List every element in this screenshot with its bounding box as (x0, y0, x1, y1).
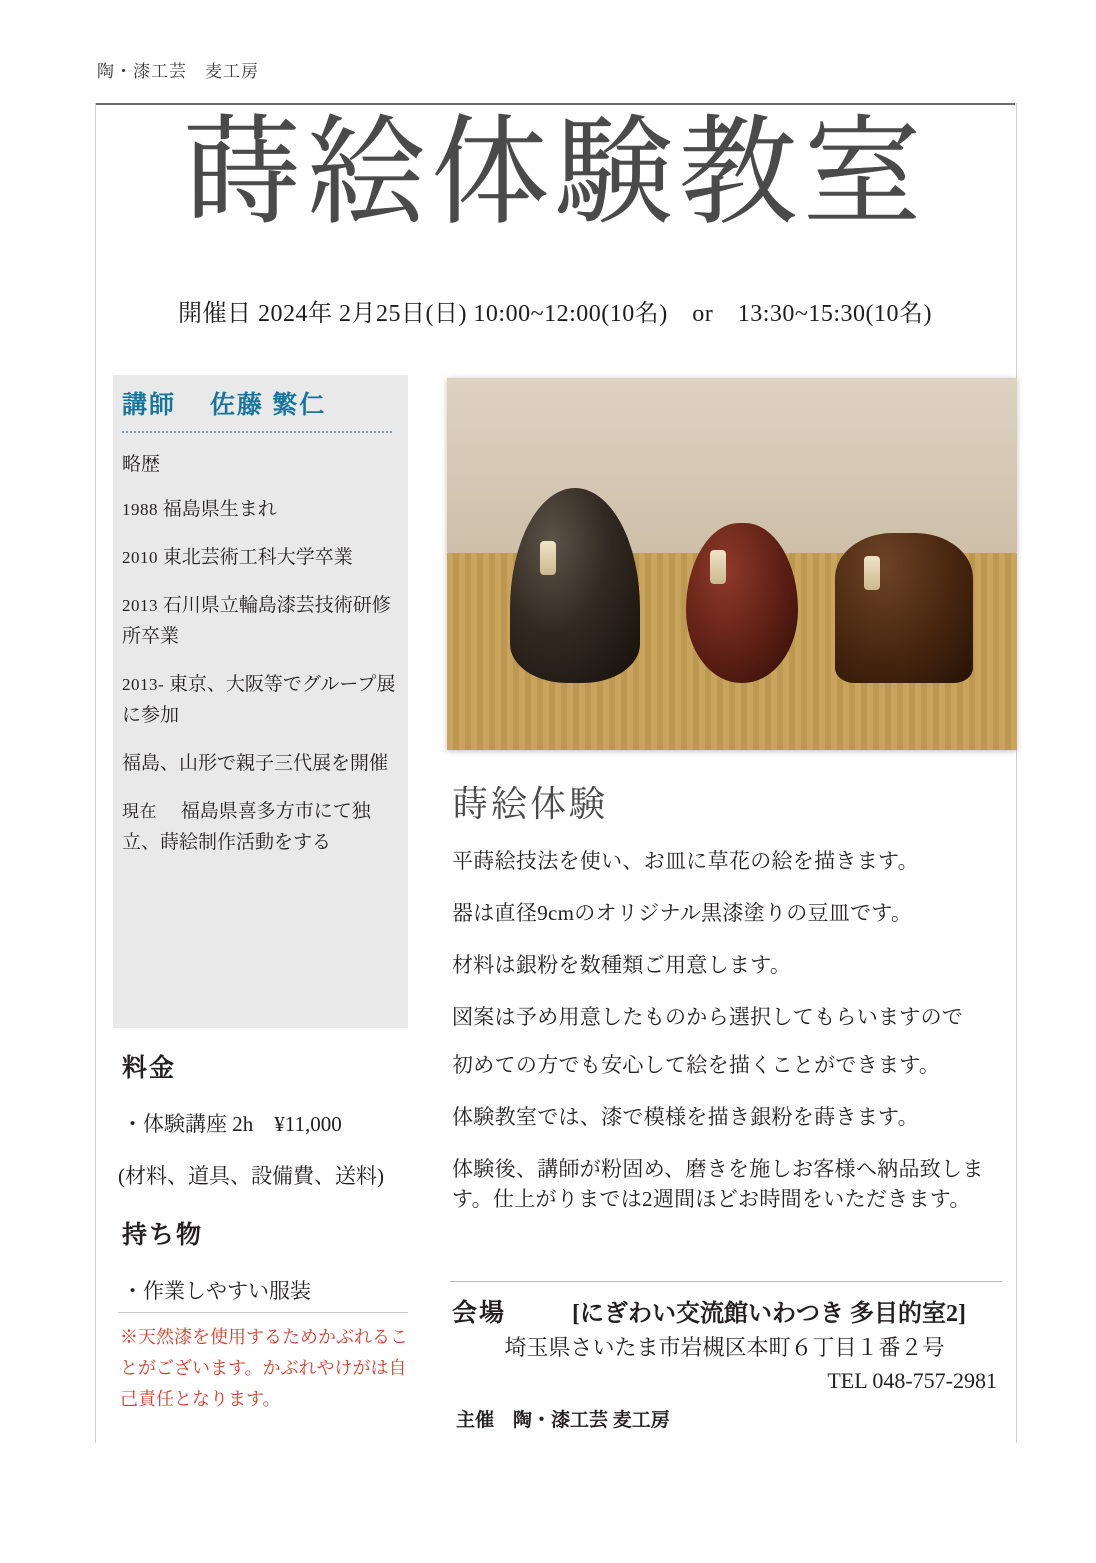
bio-year: 2013 (122, 596, 158, 615)
bio-year: 2010 (122, 548, 158, 567)
left-column-divider (95, 103, 96, 1443)
bio-text: 福島県喜多方市にて独立、蒔絵制作活動をする (122, 801, 371, 853)
experience-description (452, 846, 1000, 1236)
venue-divider (450, 1281, 1002, 1282)
instructor-label: 講師 (122, 392, 177, 419)
dotted-divider (122, 431, 392, 433)
venue-telephone: TEL 048-757-2981 (827, 1368, 997, 1393)
experience-paragraph: 平蒔絵技法を使い、お皿に草花の絵を描きます。 (452, 849, 919, 873)
vessel-stopper-right (864, 556, 880, 590)
lacquerware-vessel-right (835, 533, 973, 683)
bio-year: 2013- (122, 675, 165, 694)
right-column-divider (1016, 103, 1017, 1443)
experience-paragraph: 図案は予め用意したものから選択してもらいますので (452, 1005, 964, 1029)
experience-paragraph: 体験教室では、漆で模様を描き銀粉を蒔きます。 (452, 1105, 919, 1129)
brand-name: 陶・漆工芸 麦工房 (97, 62, 259, 81)
bio-text: 石川県立輪島漆芸技術研修所卒業 (122, 595, 391, 647)
bio-entry (122, 796, 407, 858)
experience-paragraph: 体験後、講師が粉固め、磨きを施しお客様へ納品致します。仕上がりまでは2週間ほどお時間をいただきます。 (452, 1157, 984, 1211)
lacquerware-vessel-center (686, 523, 798, 683)
instructor-profile (122, 385, 407, 875)
page-title: 蒔絵体験教室 (182, 107, 927, 239)
product-photo (447, 378, 1017, 750)
bio-entry (122, 542, 407, 573)
bio-label: 略歴 (122, 454, 161, 475)
bio-text: 東京、大阪等でグループ展に参加 (122, 674, 396, 726)
venue-label: 会場 (452, 1300, 507, 1327)
experience-paragraph: 器は直径9cmのオリジナル黒漆塗りの豆皿です。 (452, 901, 913, 925)
bring-item: ・作業しやすい服装 (122, 1279, 311, 1303)
organizer: 主催 陶・漆工芸 麦工房 (456, 1410, 670, 1431)
bio-entry (122, 590, 407, 652)
experience-paragraph: 初めての方でも安心して絵を描くことができます。 (452, 1053, 941, 1077)
experience-paragraph: 材料は銀粉を数種類ご用意します。 (452, 953, 792, 977)
vessel-stopper-center (710, 550, 726, 584)
header-divider (95, 103, 1015, 105)
vessel-stopper-left (540, 541, 556, 575)
experience-heading: 蒔絵体験 (452, 783, 609, 824)
warning-text: ※天然漆を使用するためかぶれることがございます。かぶれやけがは自己責任となります。 (120, 1327, 408, 1409)
event-date: 開催日 2024年 2月25日(日) 10:00~12:00(10名) or 13:30~15:30(10名) (177, 301, 933, 327)
bio-entry (122, 494, 407, 525)
bio-text: 福島、山形で親子三代展を開催 (122, 753, 389, 774)
bio-entry (122, 669, 407, 731)
bio-text: 福島県生まれ (162, 499, 277, 520)
bio-year: 1988 (122, 500, 158, 519)
bio-entry (122, 748, 407, 779)
fee-inclusions: (材料、道具、設備費、送料) (118, 1164, 384, 1188)
venue-name: [にぎわい交流館いわつき 多目的室2] (572, 1301, 966, 1327)
instructor-name: 佐藤 繁仁 (210, 392, 327, 419)
bring-heading: 持ち物 (122, 1222, 204, 1249)
fee-amount: ・体験講座 2h ¥11,000 (122, 1112, 342, 1136)
venue-address: 埼玉県さいたま市岩槻区本町６丁目１番２号 (504, 1335, 945, 1360)
warning-divider (118, 1312, 408, 1313)
fee-heading: 料金 (122, 1055, 177, 1082)
bio-text: 東北芸術工科大学卒業 (162, 547, 353, 568)
instructor-heading (122, 385, 407, 421)
bio-year: 現在 (122, 802, 157, 821)
